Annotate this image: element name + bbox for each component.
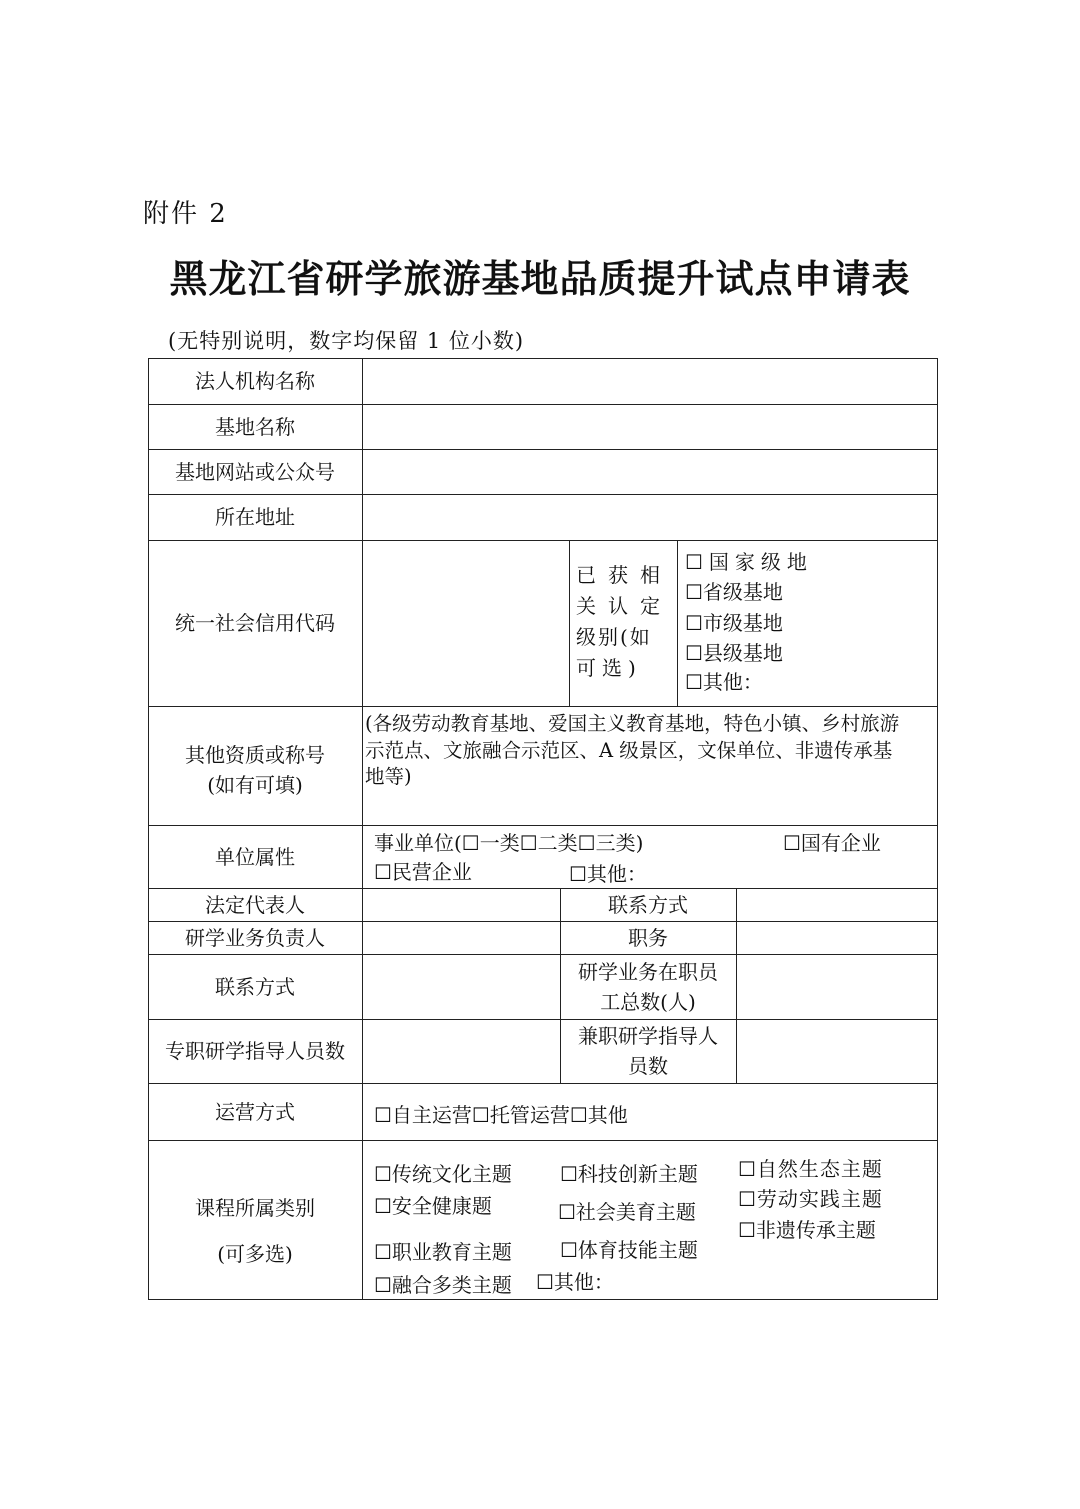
course-social-arts[interactable]: ☐社会美育主题 [558,1200,696,1224]
fulltime-guides-input[interactable] [363,1020,560,1083]
contact-input[interactable] [363,955,560,1019]
level-city-checkbox[interactable]: ☐市级基地 [685,611,783,635]
parttime-guides-label-1: 兼职研学指导人 [578,1024,718,1048]
study-head-label: 研学业务负责人 [185,925,325,950]
study-head-input[interactable] [363,922,560,954]
base-name-label: 基地名称 [215,414,295,439]
level-national-checkbox[interactable]: ☐国家级地 [685,550,813,574]
unit-other-checkbox[interactable]: ☐其他： [569,862,647,886]
level-other-checkbox[interactable]: ☐其他： [685,670,763,694]
form-note: (无特别说明，数字均保留 1 位小数) [168,329,525,353]
fulltime-guides-label: 专职研学指导人员数 [165,1039,345,1063]
website-label: 基地网站或公众号 [175,459,335,484]
legal-name-label: 法人机构名称 [195,369,315,393]
contact-method-label: 联系方式 [608,892,688,917]
course-traditional-culture[interactable]: ☐传统文化主题 [374,1162,512,1186]
course-heritage[interactable]: ☐非遗传承主题 [738,1218,876,1242]
operation-options[interactable]: ☐自主运营☐托管运营☐其他 [374,1103,628,1127]
other-quals-label-2: (如有可填) [207,773,303,797]
operation-label: 运营方式 [215,1099,295,1124]
unit-attr-label: 单位属性 [215,844,295,869]
staff-total-label-2: 工总数(人) [600,989,696,1014]
course-safety-health[interactable]: ☐安全健康题 [374,1194,492,1218]
parttime-guides-input[interactable] [737,1020,937,1083]
other-quals-hint-2: 示范点、文旅融合示范区、A 级景区，文保单位、非遗传承基 [365,739,893,762]
staff-total-label-1: 研学业务在职员 [578,959,718,984]
parttime-guides-label-2: 员数 [628,1054,668,1078]
position-input[interactable] [737,922,937,954]
level-provincial-checkbox[interactable]: ☐省级基地 [685,580,783,604]
address-label: 所在地址 [215,505,295,529]
course-tech-innovation[interactable]: ☐科技创新主题 [560,1162,698,1186]
course-label-2: (可多选) [217,1242,293,1266]
other-quals-hint-1: (各级劳动教育基地、爱国主义教育基地，特色小镇、乡村旅游 [365,712,900,735]
staff-total-input[interactable] [737,955,937,1019]
legal-name-input[interactable] [363,359,937,404]
course-integrated[interactable]: ☐融合多类主题 [374,1273,512,1297]
legal-rep-contact-input[interactable] [737,889,937,921]
contact-label: 联系方式 [215,974,295,999]
course-vocational[interactable]: ☐职业教育主题 [374,1240,512,1264]
legal-rep-label: 法定代表人 [205,892,305,917]
other-quals-hint-3: 地等) [365,765,412,788]
legal-rep-input[interactable] [363,889,560,921]
attachment-label: 附件 2 [143,199,228,229]
course-nature-ecology[interactable]: ☐自然生态主题 [738,1157,883,1181]
credit-code-input[interactable] [363,541,569,706]
course-other[interactable]: ☐其他： [536,1270,614,1294]
base-name-input[interactable] [363,405,937,449]
unit-soe-checkbox[interactable]: ☐国有企业 [783,831,881,855]
unit-private-checkbox[interactable]: ☐民营企业 [374,860,472,884]
level-county-checkbox[interactable]: ☐县级基地 [685,641,783,665]
other-quals-label-1: 其他资质或称号 [185,743,325,767]
course-labor-practice[interactable]: ☐劳动实践主题 [738,1187,883,1211]
position-label: 职务 [628,925,668,950]
course-label-1: 课程所属类别 [195,1196,315,1220]
unit-institution-checkbox[interactable]: 事业单位(☐一类☐二类☐三类) [374,831,644,855]
credit-code-label: 统一社会信用代码 [175,611,335,635]
course-sports-skills[interactable]: ☐体育技能主题 [560,1238,698,1262]
page-title: 黑龙江省研学旅游基地品质提升试点申请表 [169,257,911,301]
certified-level-label: 已获相 关认定 级别(如 可选) [576,563,672,680]
address-input[interactable] [363,495,937,540]
website-input[interactable] [363,450,937,494]
